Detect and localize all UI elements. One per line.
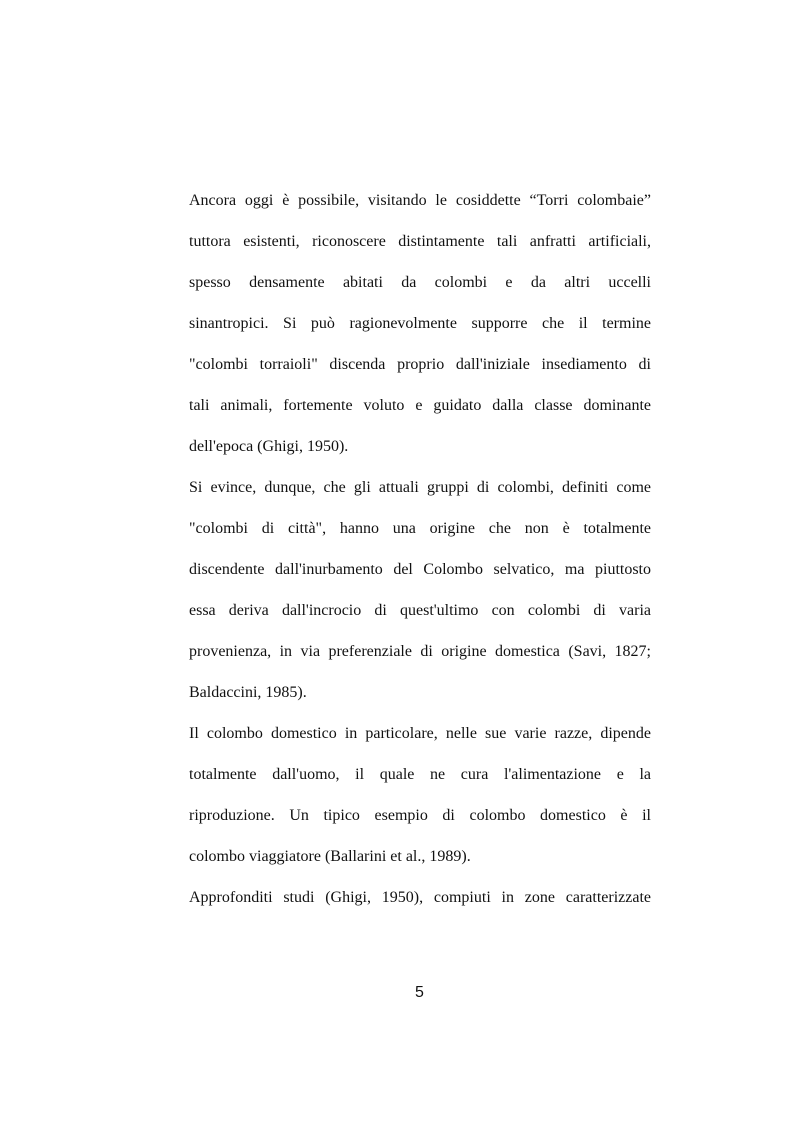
text-line: Approfonditi studi (Ghigi, 1950), compiuti in zone caratterizzate: [189, 889, 651, 906]
text-line: sinantropici. Si può ragionevolmente supporre che il termine: [189, 315, 651, 332]
text-line: Il colombo domestico in particolare, nelle sue varie razze, dipende: [189, 725, 651, 742]
text-line: spesso densamente abitati da colombi e da altri uccelli: [189, 274, 651, 291]
text-line: "colombi torraioli" discenda proprio dall'iniziale insediamento di: [189, 356, 651, 373]
paragraph-1: [189, 187, 651, 474]
text-line: provenienza, in via preferenziale di origine domestica (Savi, 1827;: [189, 643, 651, 660]
paragraph-4: [189, 884, 651, 925]
text-line: tali animali, fortemente voluto e guidato dalla classe dominante: [189, 397, 651, 414]
text-line: colombo viaggiatore (Ballarini et al., 1989).: [189, 848, 471, 865]
paragraph-2: [189, 474, 651, 720]
text-line: tuttora esistenti, riconoscere distintamente tali anfratti artificiali,: [189, 233, 651, 250]
text-line: riproduzione. Un tipico esempio di colombo domestico è il: [189, 807, 651, 824]
text-line: "colombi di città", hanno una origine che non è totalmente: [189, 520, 651, 537]
text-line: Ancora oggi è possibile, visitando le cosiddette “Torri colombaie”: [189, 192, 651, 209]
text-line: essa deriva dall'incrocio di quest'ultimo con colombi di varia: [189, 602, 651, 619]
text-line: Baldaccini, 1985).: [189, 684, 307, 701]
text-line: discendente dall'inurbamento del Colombo selvatico, ma piuttosto: [189, 561, 651, 578]
text-line: dell'epoca (Ghigi, 1950).: [189, 438, 349, 455]
page-number: 5: [415, 984, 424, 1001]
text-line: totalmente dall'uomo, il quale ne cura l'alimentazione e la: [189, 766, 651, 783]
paragraph-3: [189, 720, 651, 884]
body-text: [189, 187, 651, 925]
text-line: Si evince, dunque, che gli attuali gruppi di colombi, definiti come: [189, 479, 651, 496]
